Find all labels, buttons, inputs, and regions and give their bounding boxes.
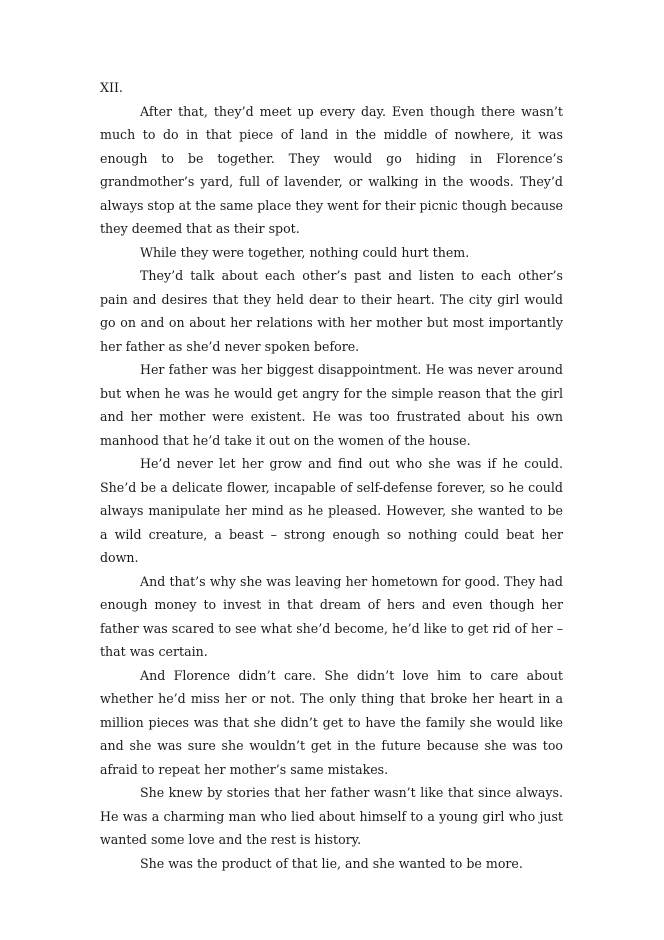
paragraph-3: They’d talk about each other’s past and listen to each other’s pain and desires that they held dear to their heart. The city girl would go on and on about her relations with her mother but most importantly her father as she’d never spoken before. bbox=[100, 268, 563, 354]
paragraph-4: Her father was her biggest disappointment. He was never around but when he was he would get angry for the simple reason that the girl and her mother were existent. He was too frustrated about his own manhood that he’d take it out on the women of the house. bbox=[100, 362, 563, 448]
paragraph-8: She knew by stories that her father wasn’t like that since always. He was a charming man who lied about himself to a young girl who just wanted some love and the rest is history. bbox=[100, 785, 563, 847]
paragraph-5: He’d never let her grow and find out who she was if he could. She’d be a delicate flower, incapable of self-defense forever, so he could always manipulate her mind as he pleased. However, she wanted to be a wild creature, a beast – strong enough so nothing could beat her down. bbox=[100, 456, 563, 565]
paragraph-7: And Florence didn’t care. She didn’t love him to care about whether he’d miss her or not. The only thing that broke her heart in a million pieces was that she didn’t get to have the family she would like and she was sure she wouldn’t get in the future because she was too afraid to repeat her mother’s same mistakes. bbox=[100, 667, 563, 777]
chapter-heading: XII. bbox=[100, 80, 123, 95]
paragraph-9: She was the product of that lie, and she wanted to be more. bbox=[140, 855, 523, 871]
paragraph-2: While they were together, nothing could hurt them. bbox=[140, 244, 470, 260]
paragraph-6: And that’s why she was leaving her hometown for good. They had enough money to invest in that dream of hers and even though her father was scared to see what she’d become, he’d like to get rid of her – that was certain. bbox=[100, 573, 563, 659]
document-page bbox=[100, 76, 563, 875]
paragraph-1: After that, they’d meet up every day. Even though there wasn’t much to do in that piece of land in the middle of nowhere, it was enough to be together. They would go hiding in Florence’s grandmother’s yard, full of lavender, or walking in the woods. They’d always stop at the same place they went for their picnic though because they deemed that as their spot. bbox=[100, 103, 563, 236]
